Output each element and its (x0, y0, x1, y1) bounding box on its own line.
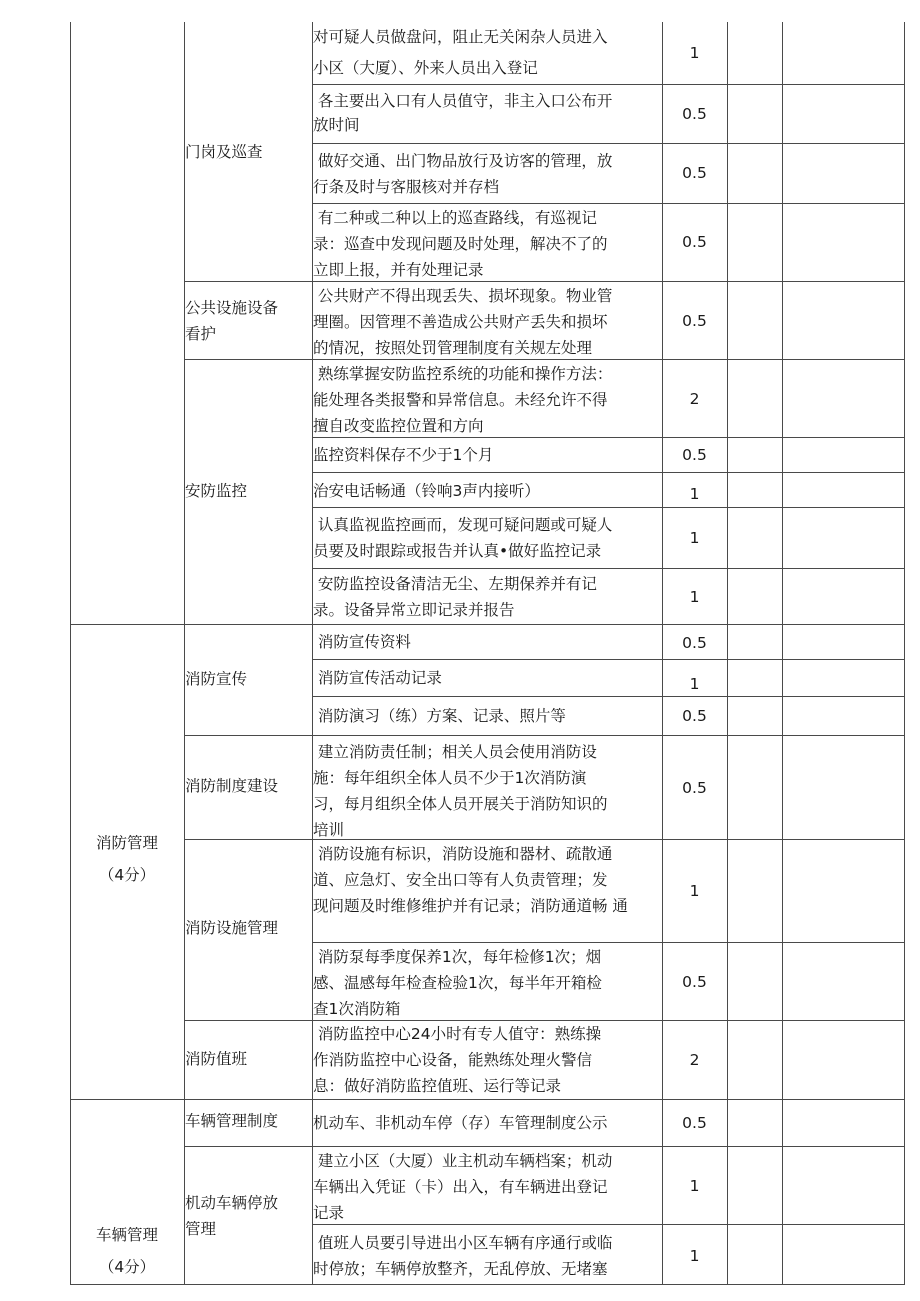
requirement-text: 员要及时跟踪或报告并认真•做好监控记录 (313, 542, 602, 560)
category-name: 消防管理 (95, 834, 158, 852)
table-rule (312, 143, 905, 144)
score-value: 0.5 (682, 446, 707, 464)
score-value: 2 (689, 390, 700, 408)
requirement-text: 做好交通、出门物品放行及访客的管理，放 (313, 152, 613, 170)
subcategory-label: 车辆管理制度 (185, 1112, 279, 1130)
table-rule (184, 735, 905, 736)
score-value: 1 (689, 675, 700, 693)
category-score: （4分） (98, 866, 156, 884)
requirement-text: 建立消防责任制；相关人员会使用消防设 (313, 743, 597, 761)
score-value: 0.5 (682, 105, 707, 123)
score-value: 1 (689, 1177, 700, 1195)
table-rule (782, 22, 783, 1285)
requirement-text: 作消防监控中心设备，能熟练处理火警信 (313, 1051, 593, 1069)
requirement-text: 治安电话畅通（铃响3声内接听） (313, 482, 540, 500)
requirement-text: 录。设备异常立即记录并报告 (313, 601, 515, 619)
subcategory-label: 看护 (185, 325, 217, 343)
table-rule (184, 1146, 905, 1147)
table-rule (312, 659, 905, 660)
requirement-text: 擅自改变监控位置和方向 (313, 417, 484, 435)
subcategory-label: 消防制度建设 (185, 777, 279, 795)
requirement-text: 监控资料保存不少于1个月 (313, 446, 494, 464)
requirement-text: 道、应急灯、安全出口等有人负责管理；发 (313, 871, 608, 889)
table-rule (312, 696, 905, 697)
table-rule (904, 22, 905, 1285)
category-name: 车辆管理 (95, 1226, 158, 1244)
requirement-text: 消防监控中心24小时有专人值守：熟练操 (313, 1025, 602, 1043)
subcategory-label: 门岗及巡查 (185, 143, 263, 161)
requirement-text: 消防演习（练）方案、记录、照片等 (313, 707, 566, 725)
requirement-text: 各主要出入口有人员值守，非主入口公布开 (313, 92, 613, 110)
table-rule (312, 942, 905, 943)
subcategory-label: 消防宣传 (185, 670, 248, 688)
requirement-text: 时停放；车辆停放整齐，无乱停放、无堵塞 (313, 1260, 608, 1278)
requirement-text: 感、温感每年检查检验1次，每半年开箱检 (313, 974, 602, 992)
score-value: 0.5 (682, 1114, 707, 1132)
requirement-text: 有二种或二种以上的巡查路线，有巡视记 (313, 209, 597, 227)
requirement-text: 录：巡查中发现问题及时处理，解决不了的 (313, 235, 608, 253)
score-value: 0.5 (682, 707, 707, 725)
score-value: 0.5 (682, 164, 707, 182)
requirement-text: 消防宣传资料 (313, 633, 411, 651)
table-rule (312, 203, 905, 204)
subcategory-label: 公共设施设备 (185, 299, 279, 317)
requirement-text: 认真监视监控画而，发现可疑问题或可疑人 (313, 516, 613, 534)
table-rule (70, 1284, 905, 1285)
score-value: 0.5 (682, 973, 707, 991)
score-value: 1 (689, 44, 700, 62)
requirement-text: 车辆出入凭证（卡）出入，有车辆进出登记 (313, 1178, 608, 1196)
requirement-text: 对可疑人员做盘问，阻止无关闲杂人员进入 (313, 28, 608, 46)
table-rule (312, 1224, 905, 1225)
requirement-text: 习，每月组织全体人员开展关于消防知识的 (313, 795, 608, 813)
requirement-text: 息：做好消防监控值班、运行等记录 (313, 1077, 562, 1095)
requirement-text: 施：每年组织全体人员不少于1次消防演 (313, 769, 587, 787)
table-rule (312, 507, 905, 508)
requirement-text: 消防设施有标识，消防设施和器材、疏散通 (313, 845, 613, 863)
score-value: 0.5 (682, 634, 707, 652)
subcategory-label: 消防设施管理 (185, 919, 279, 937)
requirement-text: 建立小区（大厦）业主机动车辆档案；机动 (313, 1152, 613, 1170)
requirement-text: 现问题及时维修维护并有记录；消防通道畅 通 (313, 897, 628, 915)
requirement-text: 查1次消防箱 (313, 1000, 401, 1018)
requirement-text: 公共财产不得出现丢失、损坏现象。物业管 (313, 287, 613, 305)
table-rule (312, 84, 905, 85)
table-rule (70, 624, 905, 625)
table-rule (184, 839, 905, 840)
requirement-text: 的情况，按照处罚管理制度有关规左处理 (313, 339, 593, 357)
score-value: 0.5 (682, 312, 707, 330)
table-rule (184, 281, 905, 282)
requirement-text: 机动车、非机动车停（存）车管理制度公示 (313, 1114, 608, 1132)
table-rule (312, 472, 905, 473)
table-rule (312, 568, 905, 569)
score-value: 0.5 (682, 779, 707, 797)
score-value: 2 (689, 1051, 700, 1069)
requirement-text: 值班人员要引导进出小区车辆有序通行或临 (313, 1234, 613, 1252)
requirement-text: 记录 (313, 1204, 345, 1222)
table-rule (184, 22, 185, 1285)
requirement-text: 小区（大厦）、外来人员出入登记 (313, 59, 538, 77)
requirement-text: 消防宣传活动记录 (313, 669, 442, 687)
requirement-text: 安防监控设备清洁无尘、左期保养并有记 (313, 575, 597, 593)
score-value: 1 (689, 529, 700, 547)
subcategory-label: 机动车辆停放 (185, 1194, 279, 1212)
subcategory-label: 管理 (185, 1220, 217, 1238)
score-value: 1 (689, 882, 700, 900)
subcategory-label: 安防监控 (185, 482, 248, 500)
requirement-text: 培训 (313, 821, 345, 839)
score-value: 1 (689, 1247, 700, 1265)
subcategory-label: 消防值班 (185, 1050, 248, 1068)
requirement-text: 消防泵每季度保养1次，每年检修1次；烟 (313, 948, 602, 966)
table-rule (70, 1099, 905, 1100)
requirement-text: 行条及时与客服核对并存档 (313, 178, 500, 196)
requirement-text: 熟练掌握安防监控系统的功能和操作方法： (313, 365, 613, 383)
category-score: （4分） (98, 1258, 156, 1276)
table-rule (727, 22, 728, 1285)
score-value: 1 (689, 588, 700, 606)
score-value: 0.5 (682, 233, 707, 251)
requirement-text: 放时间 (313, 116, 360, 134)
requirement-text: 能处理各类报警和异常信息。未经允许不得 (313, 391, 608, 409)
requirement-text: 立即上报，并有处理记录 (313, 261, 484, 279)
requirement-text: 理圈。因管理不善造成公共财产丢失和损坏 (313, 313, 608, 331)
score-value: 1 (689, 485, 700, 503)
table-rule (70, 22, 71, 1285)
